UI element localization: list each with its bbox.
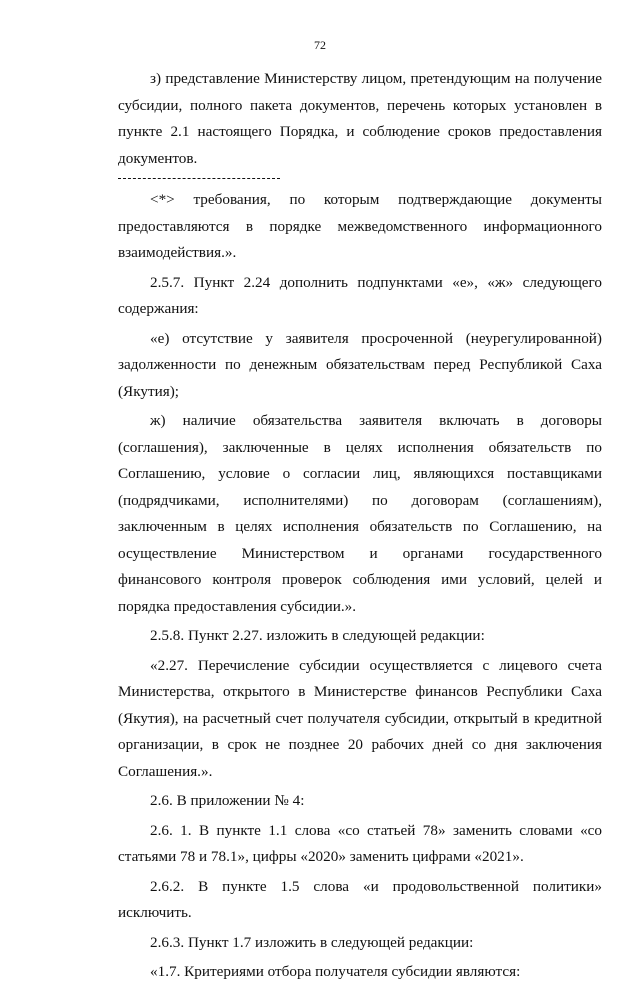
paragraph-z: з) представление Министерству лицом, претендующим на получение субсидии, полного пакета документов, перечень которых установлен в пункте 2.1 настоящего Порядка, и соблюдение сроков предоставления документов. — [118, 70, 602, 167]
paragraph-2-5-7: 2.5.7. Пункт 2.24 дополнить подпунктами «е», «ж» следующего содержания: — [118, 273, 602, 317]
footnote-divider — [118, 178, 280, 179]
paragraph-1-7: «1.7. Критериями отбора получателя субсидии являются: — [150, 963, 521, 980]
page-number: 72 — [314, 38, 326, 52]
paragraph-2-27: «2.27. Перечисление субсидии осуществляется с лицевого счета Министерства, открытого в Министерстве финансов Республики Саха (Якутия), на расчетный счет получателя субсидии, открытый в кредитной организации, в срок не позднее 20 рабочих дней со дня заключения Соглашения.». — [118, 656, 602, 780]
paragraph-2-6: 2.6. В приложении № 4: — [150, 792, 305, 809]
paragraph-2-6-3: 2.6.3. Пункт 1.7 изложить в следующей редакции: — [150, 933, 474, 951]
paragraph-e: «е) отсутствие у заявителя просроченной (неурегулированной) задолженности по денежным обязательствам перед Республикой Саха (Якутия); — [118, 329, 602, 400]
paragraph-zh: ж) наличие обязательства заявителя включать в договоры (соглашения), заключенные в целях исполнения обязательств по Соглашению, условие о согласии лиц, являющихся поставщиками (подрядчиками, исполнителями) по договорам (соглашениям), заключенным в целях исполнения обязательств по Соглашению, на осуществление Министерством и органами государственного финансового контроля проверок соблюдения ими условий, целей и порядка предоставления субсидии.». — [118, 412, 602, 615]
document-body — [118, 66, 602, 989]
paragraph-2-6-1: 2.6. 1. В пункте 1.1 слова «со статьей 78» заменить словами «со статьями 78 и 78.1», цифры «2020» заменить цифрами «2021». — [118, 821, 602, 865]
footnote-text: <*> требования, по которым подтверждающие документы предоставляются в порядке межведомственного информационного взаимодействия.». — [118, 191, 602, 261]
paragraph-2-5-8: 2.5.8. Пункт 2.27. изложить в следующей редакции: — [150, 627, 485, 644]
paragraph-2-6-2: 2.6.2. В пункте 1.5 слова «и продовольственной политики» исключить. — [118, 877, 602, 921]
